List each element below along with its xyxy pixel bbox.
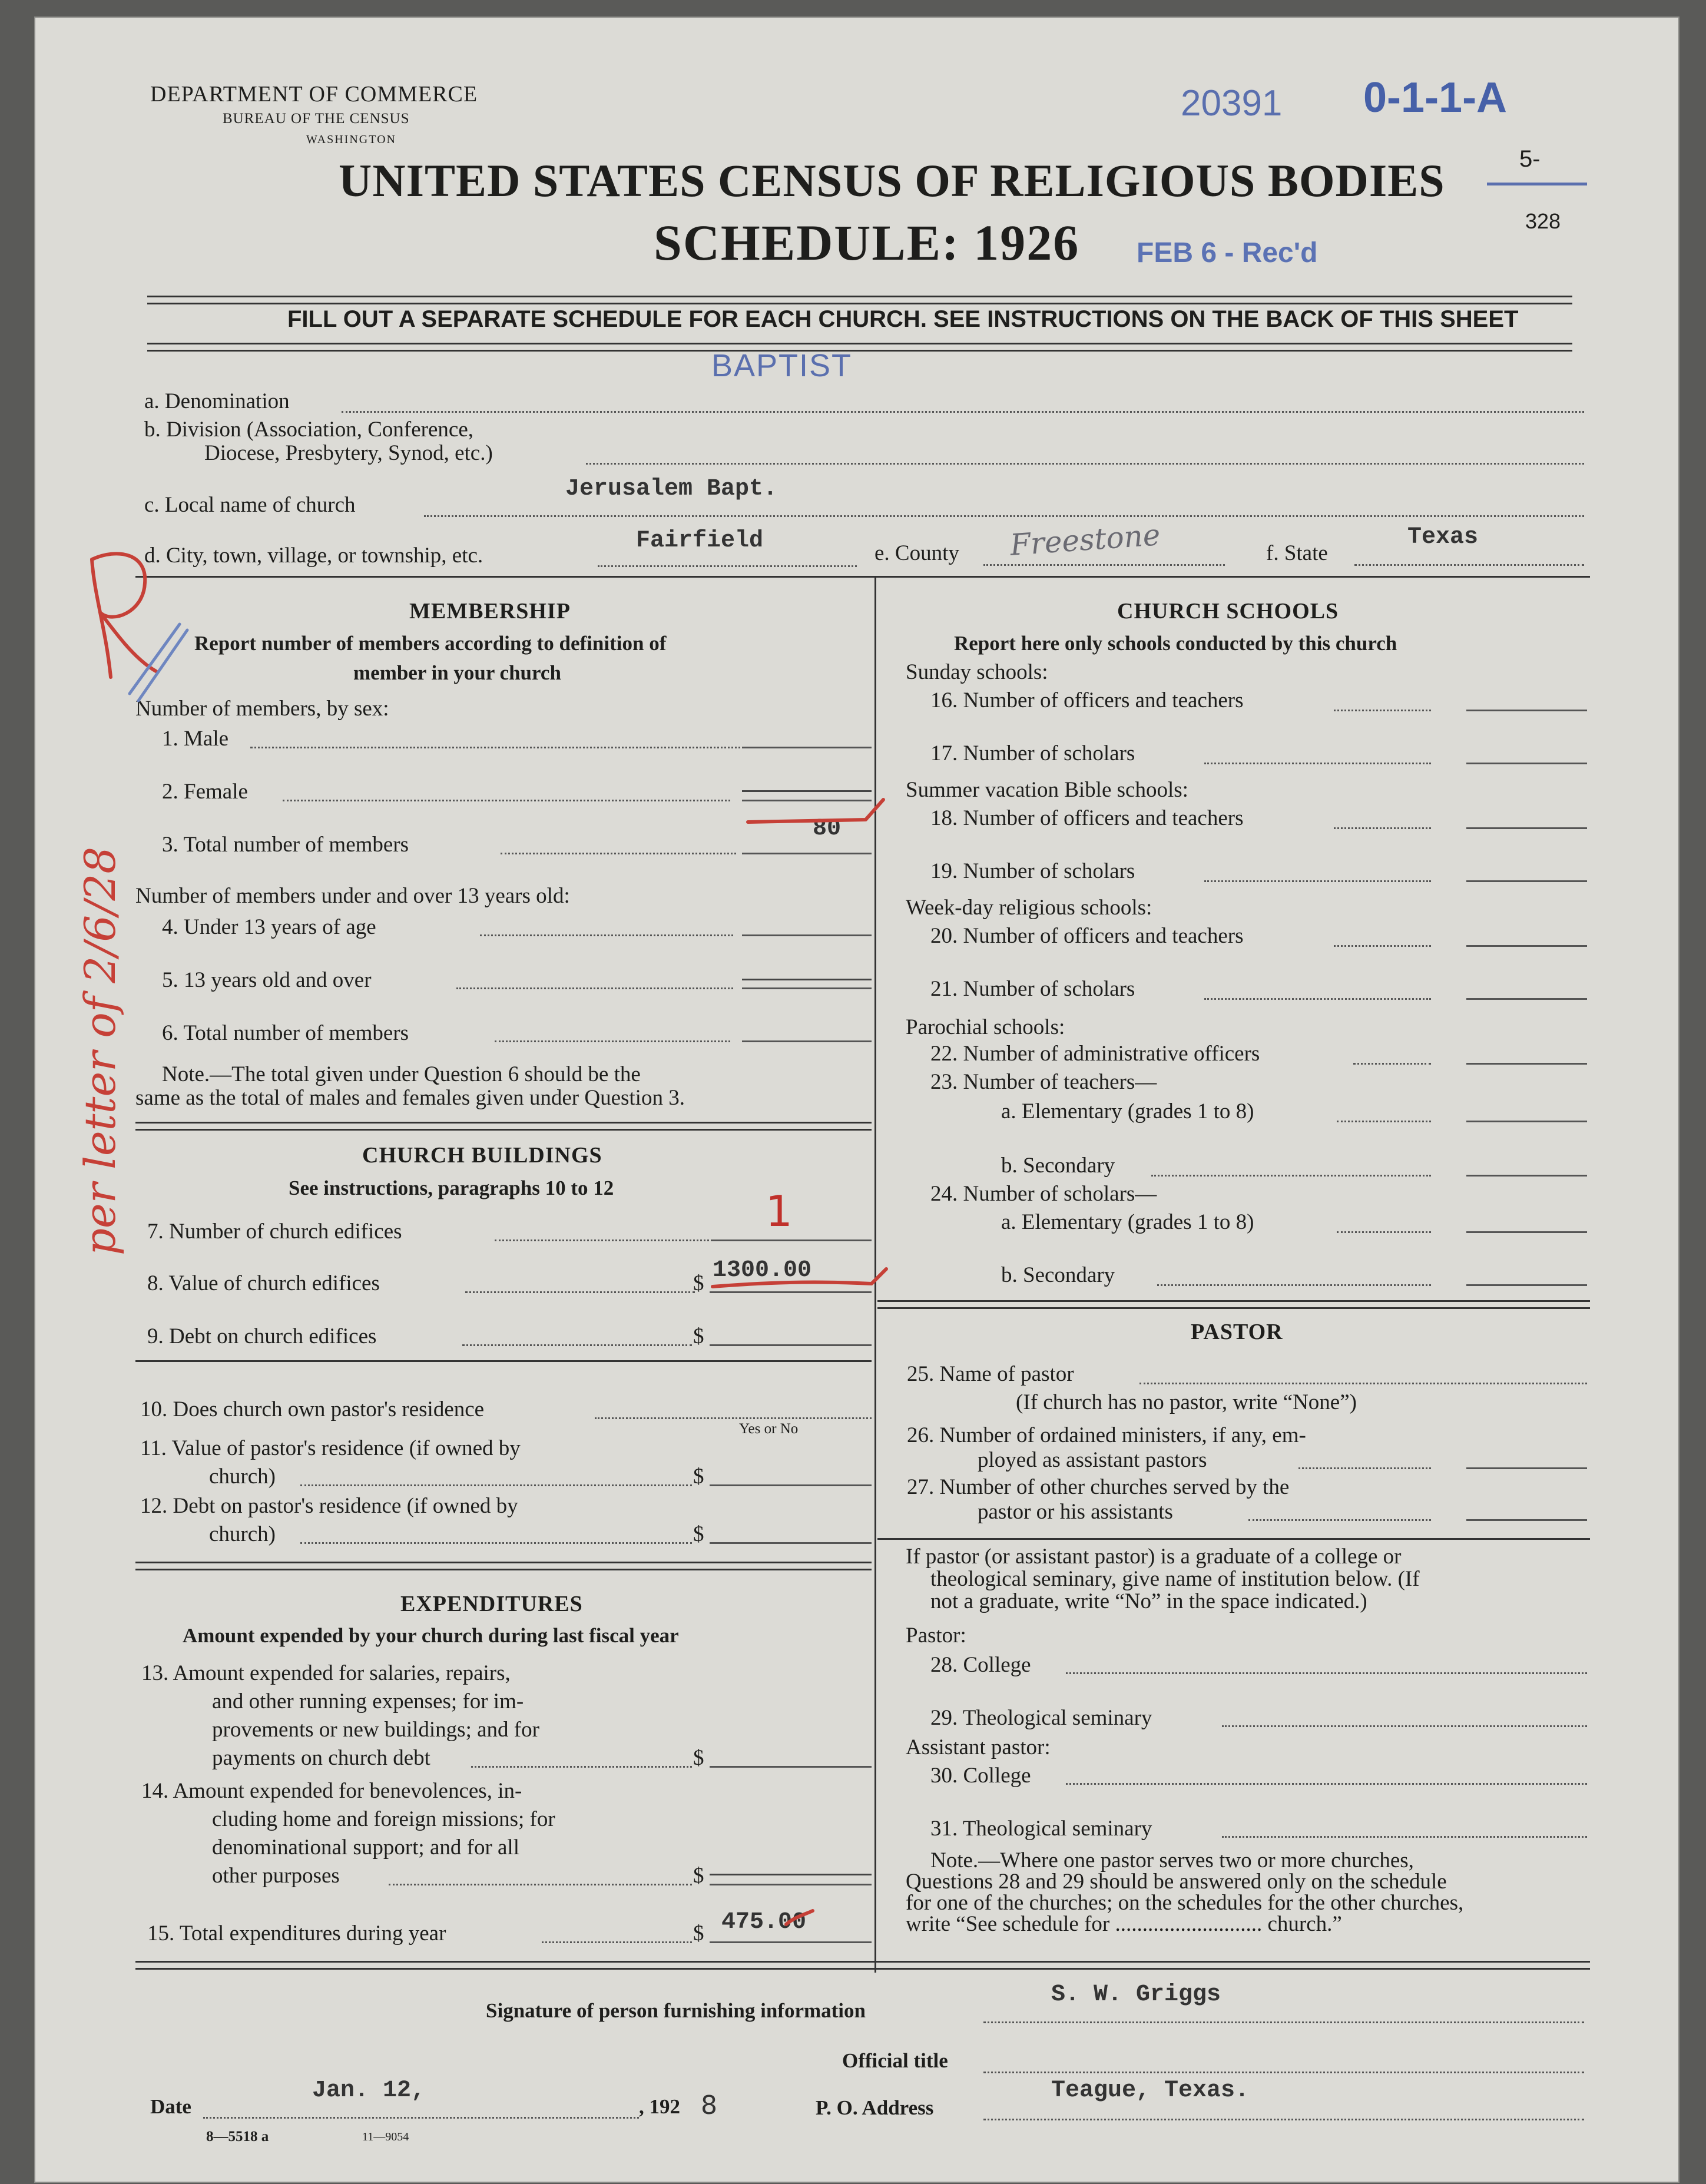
q20-label: 20. Number of officers and teachers <box>930 924 1244 948</box>
date-year-digit: 8 <box>701 2090 717 2120</box>
form-title: UNITED STATES CENSUS OF RELIGIOUS BODIES <box>339 155 1445 206</box>
q13-dollar: $ <box>693 1746 704 1770</box>
q15-label: 15. Total expenditures during year <box>147 1921 446 1946</box>
q27-label-2: pastor or his assistants <box>978 1500 1173 1524</box>
q10-hint: Yes or No <box>739 1421 799 1437</box>
q30-label: 30. College <box>930 1764 1031 1788</box>
pastor-note-3: for one of the churches; on the schedules for the other churches, <box>906 1891 1464 1915</box>
sunday-schools-label: Sunday schools: <box>906 660 1048 684</box>
q27-label-1: 27. Number of other churches served by the <box>907 1475 1290 1499</box>
church-name-value: Jerusalem Bapt. <box>565 476 778 502</box>
state-label: f. State <box>1266 541 1328 565</box>
parochial-schools-label: Parochial schools: <box>906 1015 1065 1039</box>
pastor-note-4: write “See schedule for ........................... church.” <box>906 1912 1342 1936</box>
state-value: Texas <box>1407 524 1479 551</box>
annotation-overlay <box>35 18 1678 2182</box>
classification-code-stamp: 0-1-1-A <box>1363 74 1508 121</box>
signature-label: Signature of person furnishing information <box>486 1999 866 2022</box>
graduate-note-1: If pastor (or assistant pastor) is a graduate of a college or <box>906 1545 1402 1569</box>
q14-label-3: denominational support; and for all <box>212 1835 519 1860</box>
graduate-note-2: theological seminary, give name of institution below. (If <box>930 1567 1420 1591</box>
weekday-schools-label: Week-day religious schools: <box>906 896 1152 920</box>
pastor-sub-label: Pastor: <box>906 1623 966 1648</box>
q2-label: 2. Female <box>162 780 248 804</box>
q29-label: 29. Theological seminary <box>930 1706 1152 1730</box>
q8-dollar: $ <box>693 1271 704 1295</box>
expenditures-heading: EXPENDITURES <box>400 1592 583 1616</box>
schedule-title: SCHEDULE: 1926 <box>654 214 1080 271</box>
q17-label: 17. Number of scholars <box>930 741 1135 765</box>
pastor-heading: PASTOR <box>1191 1320 1283 1344</box>
q13-label-1: 13. Amount expended for salaries, repairs, <box>141 1661 511 1685</box>
instruction-banner: FILL OUT A SEPARATE SCHEDULE FOR EACH CHURCH. SEE INSTRUCTIONS ON THE BACK OF THIS SHEET <box>287 306 1519 332</box>
division-label: b. Division (Association, Conference, <box>144 417 473 442</box>
q22-label: 22. Number of administrative officers <box>930 1042 1260 1066</box>
q7-handwritten-value: 1 <box>766 1187 793 1236</box>
q23-label: 23. Number of teachers— <box>930 1070 1157 1094</box>
division-label-2: Diocese, Presbytery, Synod, etc.) <box>204 441 493 465</box>
q1-label: 1. Male <box>162 727 229 751</box>
bureau-name: BUREAU OF THE CENSUS <box>223 111 410 127</box>
assistant-pastor-label: Assistant pastor: <box>906 1735 1051 1759</box>
date-year-prefix: , 192 <box>639 2095 680 2118</box>
q28-label: 28. College <box>930 1653 1031 1677</box>
q18-label: 18. Number of officers and teachers <box>930 806 1244 830</box>
q24-label: 24. Number of scholars— <box>930 1182 1157 1206</box>
church-name-label: c. Local name of church <box>144 493 356 517</box>
q15-value: 475.00 <box>721 1909 807 1936</box>
q8-label: 8. Value of church edifices <box>147 1271 380 1295</box>
q23a-label: a. Elementary (grades 1 to 8) <box>1001 1099 1254 1124</box>
blue-pencil-strokes-icon <box>130 624 187 701</box>
page-fraction-top: 5- <box>1519 146 1541 172</box>
q14-dollar: $ <box>693 1864 704 1888</box>
county-handwritten-value: Freestone <box>1009 518 1162 562</box>
q6-label: 6. Total number of members <box>162 1021 409 1045</box>
print-number: 11—9054 <box>362 2130 409 2143</box>
q8-value: 1300.00 <box>713 1257 812 1284</box>
pastor-note-2: Questions 28 and 29 should be answered only on the schedule <box>906 1870 1447 1894</box>
q11-dollar: $ <box>693 1464 704 1489</box>
q13-label-2: and other running expenses; for im- <box>212 1689 524 1714</box>
q4-label: 4. Under 13 years of age <box>162 915 376 939</box>
q16-label: 16. Number of officers and teachers <box>930 688 1244 712</box>
county-label: e. County <box>874 541 959 565</box>
q3-value: 80 <box>813 816 842 842</box>
membership-heading: MEMBERSHIP <box>409 599 571 624</box>
q12-label-2: church) <box>209 1522 276 1546</box>
q14-label-4: other purposes <box>212 1864 340 1888</box>
q13-label-4: payments on church debt <box>212 1746 430 1770</box>
buildings-sub: See instructions, paragraphs 10 to 12 <box>289 1176 614 1199</box>
q15-dollar: $ <box>693 1921 704 1946</box>
q12-label-1: 12. Debt on pastor's residence (if owned by <box>140 1494 518 1518</box>
q21-label: 21. Number of scholars <box>930 977 1135 1001</box>
members-by-sex-label: Number of members, by sex: <box>135 697 389 721</box>
bureau-city: WASHINGTON <box>306 133 396 146</box>
red-r-annotation <box>56 580 122 682</box>
q11-label-1: 11. Value of pastor's residence (if owned by <box>140 1436 521 1460</box>
q7-label: 7. Number of church edifices <box>147 1219 402 1244</box>
department-name: DEPARTMENT OF COMMERCE <box>150 82 478 107</box>
members-by-age-label: Number of members under and over 13 years old: <box>135 884 570 908</box>
city-label: d. City, town, village, or township, etc. <box>144 543 483 568</box>
q9-dollar: $ <box>693 1324 704 1348</box>
q3-check-mark-icon <box>748 800 883 822</box>
q3-label: 3. Total number of members <box>162 833 409 857</box>
membership-sub-1: Report number of members according to definition of <box>194 632 667 655</box>
q10-label: 10. Does church own pastor's residence <box>140 1397 485 1421</box>
signature-value: S. W. Griggs <box>1051 1981 1221 2008</box>
census-schedule-sheet <box>35 18 1678 2182</box>
q26-label-2: ployed as assistant pastors <box>978 1448 1207 1472</box>
q23b-label: b. Secondary <box>1001 1154 1115 1178</box>
q5-label: 5. 13 years old and over <box>162 968 372 992</box>
q26-label-1: 26. Number of ordained ministers, if any, em- <box>907 1423 1306 1447</box>
serial-number-stamp: 20391 <box>1181 83 1283 124</box>
denomination-label: a. Denomination <box>144 389 290 413</box>
q15-check-mark-icon <box>786 1911 813 1924</box>
schools-heading: CHURCH SCHOOLS <box>1117 599 1339 624</box>
date-value: Jan. 12, <box>312 2077 426 2104</box>
po-address-value: Teague, Texas. <box>1051 2077 1250 2104</box>
q24b-label: b. Secondary <box>1001 1263 1115 1287</box>
schools-sub: Report here only schools conducted by this church <box>954 632 1397 655</box>
membership-note-1: Note.—The total given under Question 6 should be the <box>162 1062 641 1086</box>
page-fraction-bottom: 328 <box>1525 209 1561 233</box>
summer-schools-label: Summer vacation Bible schools: <box>906 778 1188 802</box>
q14-label-2: cluding home and foreign missions; for <box>212 1807 555 1831</box>
buildings-heading: CHURCH BUILDINGS <box>362 1143 602 1168</box>
margin-note-annotation: per letter of 2/6/28 <box>75 846 125 1256</box>
q25-hint: (If church has no pastor, write “None”) <box>1016 1390 1357 1414</box>
membership-sub-2: member in your church <box>353 661 561 684</box>
denomination-stamp: BAPTIST <box>711 348 853 383</box>
po-address-label: P. O. Address <box>816 2096 934 2119</box>
q8-underline-mark-icon <box>713 1269 886 1287</box>
q9-label: 9. Debt on church edifices <box>147 1324 377 1348</box>
q19-label: 19. Number of scholars <box>930 859 1135 883</box>
q31-label: 31. Theological seminary <box>930 1817 1152 1841</box>
membership-note-2: same as the total of males and females given under Question 3. <box>135 1086 685 1110</box>
city-value: Fairfield <box>636 528 764 554</box>
date-label: Date <box>150 2095 191 2118</box>
q12-dollar: $ <box>693 1522 704 1546</box>
q25-label: 25. Name of pastor <box>907 1362 1074 1386</box>
q14-label-1: 14. Amount expended for benevolences, in- <box>141 1779 522 1803</box>
official-title-label: Official title <box>842 2049 948 2072</box>
q24a-label: a. Elementary (grades 1 to 8) <box>1001 1210 1254 1234</box>
q13-label-3: provements or new buildings; and for <box>212 1718 539 1742</box>
pastor-note-1: Note.—Where one pastor serves two or more churches, <box>930 1848 1414 1873</box>
expenditures-sub: Amount expended by your church during last fiscal year <box>183 1624 679 1647</box>
received-date-stamp: FEB 6 - Rec'd <box>1137 237 1318 269</box>
q11-label-2: church) <box>209 1464 276 1489</box>
form-number: 8—5518 a <box>206 2129 269 2145</box>
graduate-note-3: not a graduate, write “No” in the space indicated.) <box>930 1589 1367 1613</box>
